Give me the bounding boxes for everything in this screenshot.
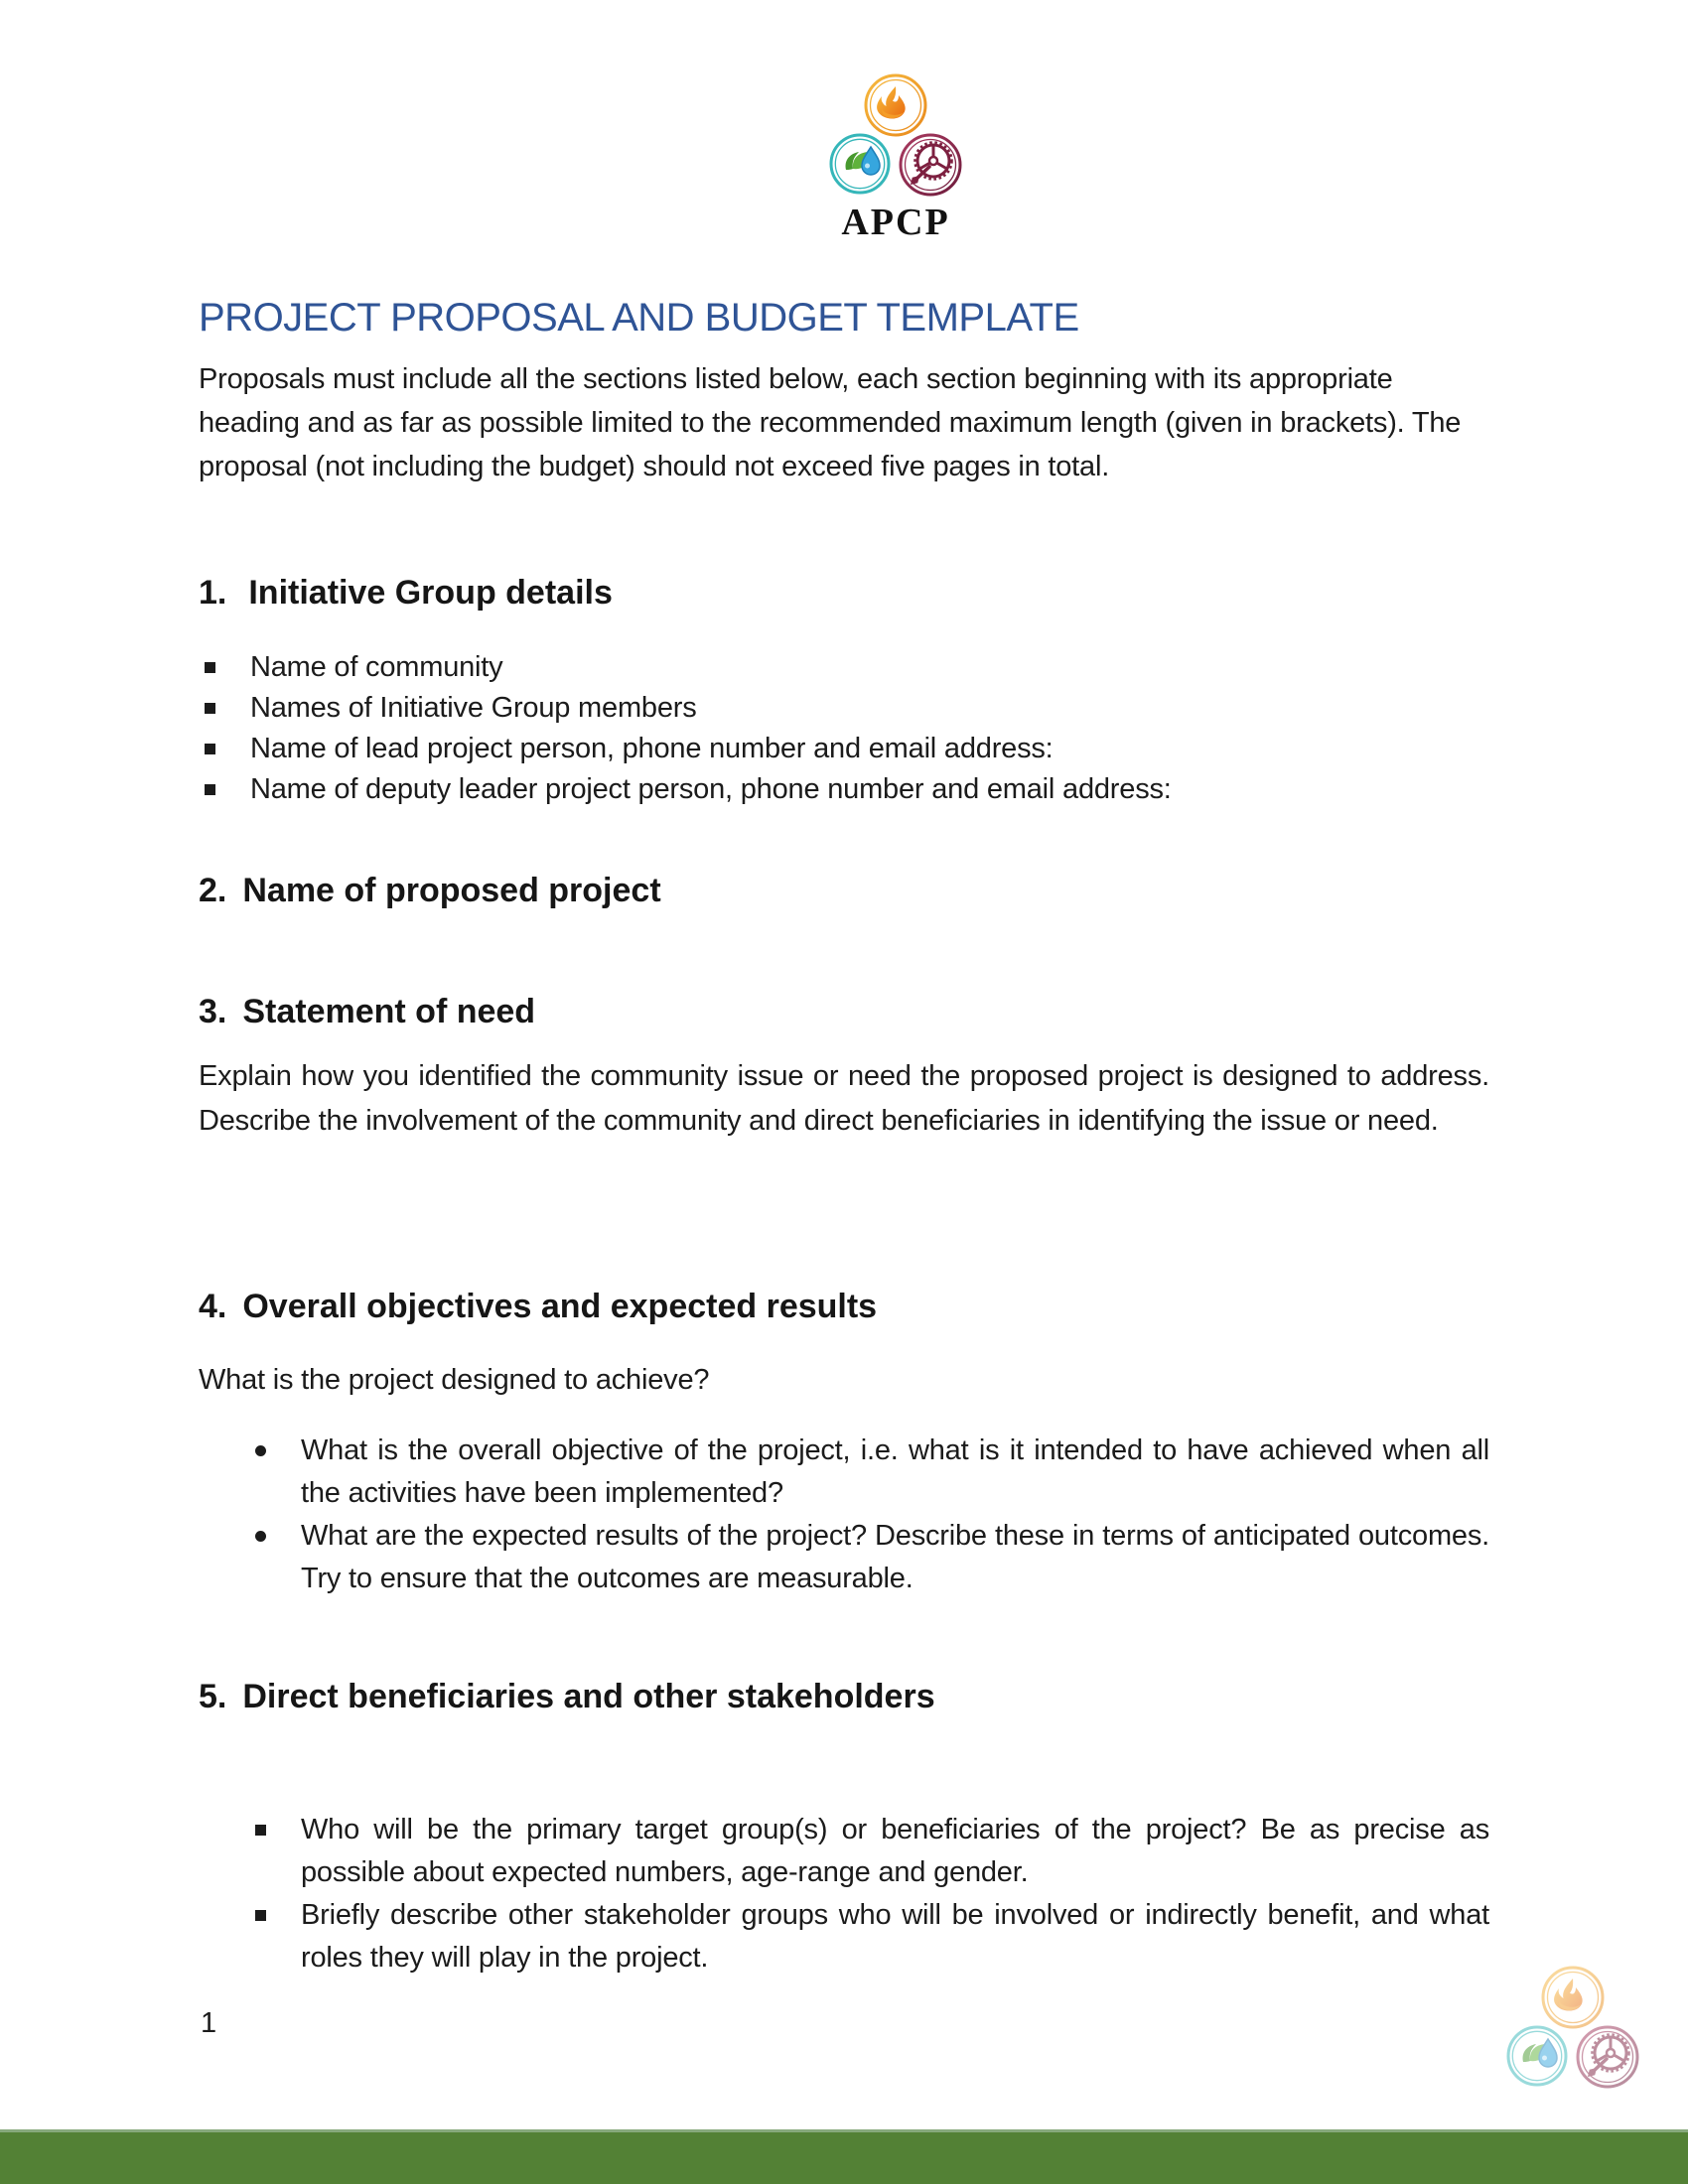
section-2-title: Name of proposed project: [242, 872, 661, 909]
section-5-title: Direct beneficiaries and other stakeholders: [242, 1678, 935, 1715]
section-5-bullet-list: [199, 1809, 1489, 1979]
section-1-bullet-list: [199, 647, 1489, 810]
section-2-number: 2.: [199, 872, 227, 909]
section-1-title: Initiative Group details: [248, 574, 613, 612]
section-4-heading: [199, 1288, 1489, 1326]
list-item: What are the expected results of the project? Describe these in terms of anticipated outcomes. Try to ensure that the outcomes are measurable.: [199, 1515, 1489, 1600]
document-title: PROJECT PROPOSAL AND BUDGET TEMPLATE: [199, 296, 1079, 340]
section-1-heading: [199, 574, 1489, 613]
list-item: Names of Initiative Group members: [199, 688, 1489, 729]
section-3-paragraph: Explain how you identified the community issue or need the proposed project is designed to address. Describe the involvement of the community and direct beneficiaries in identifying the issue or need.: [199, 1060, 1489, 1137]
list-item: Name of lead project person, phone number and email address:: [199, 729, 1489, 769]
section-4-paragraph: What is the project designed to achieve?: [199, 1364, 710, 1396]
section-4-title: Overall objectives and expected results: [242, 1288, 878, 1325]
apcp-logo-circles: [820, 71, 971, 199]
intro-paragraph: Proposals must include all the sections listed below, each section beginning with its appropriate heading and as far as possible limited to the recommended maximum length (given in brackets). The proposal (not including the budget) should not exceed five pages in total.: [199, 363, 1462, 482]
watermark-logo: [1497, 1964, 1648, 2096]
apcp-logo: [812, 71, 979, 244]
section-3-number: 3.: [199, 993, 227, 1030]
section-5-heading: [199, 1678, 1489, 1716]
section-1-number: 1.: [199, 574, 227, 612]
page-number: 1: [201, 2007, 217, 2039]
section-4-bullet-list: [199, 1430, 1489, 1600]
apcp-logo-wordmark: APCP: [841, 202, 950, 243]
footer-bar: [0, 2129, 1688, 2184]
list-item: What is the overall objective of the project, i.e. what is it intended to have achieved when all the activities have been implemented?: [199, 1430, 1489, 1515]
list-item: Name of community: [199, 647, 1489, 688]
watermark-logo-circles: [1497, 1964, 1648, 2091]
section-2-heading: [199, 872, 1489, 910]
section-5-number: 5.: [199, 1678, 227, 1715]
list-item: Who will be the primary target group(s) or beneficiaries of the project? Be as precise as possible about expected numbers, age-range and gender.: [199, 1809, 1489, 1894]
section-3-title: Statement of need: [242, 993, 536, 1030]
section-4-number: 4.: [199, 1288, 227, 1325]
list-item: Name of deputy leader project person, phone number and email address:: [199, 769, 1489, 810]
list-item: Briefly describe other stakeholder groups who will be involved or indirectly benefit, and what roles they will play in the project.: [199, 1894, 1489, 1979]
section-3-heading: [199, 993, 1489, 1031]
